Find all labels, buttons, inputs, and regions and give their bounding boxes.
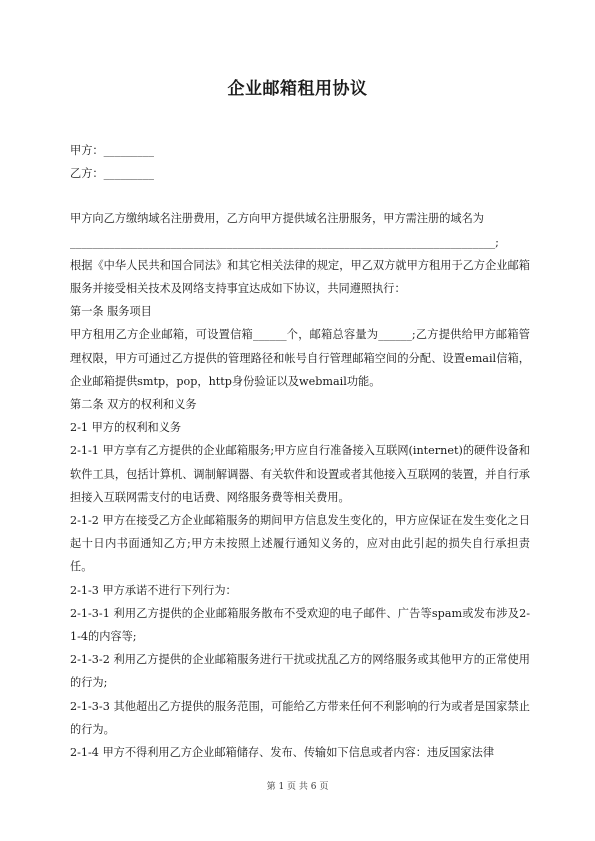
page-footer: 第 1 页 共 6 页	[266, 782, 329, 792]
clause-2-1-3-3: 2-1-3-3 其他超出乙方提供的服务范围，可能给乙方带来任何不利影响的行为或者是国家禁止的行为。	[70, 699, 530, 736]
article-2-heading: 第二条 双方的权利和义务	[70, 398, 197, 412]
section-2-1-heading: 2-1 甲方的权利和义务	[70, 421, 182, 435]
document-body	[70, 139, 530, 764]
clause-2-1-2: 2-1-2 甲方在接受乙方企业邮箱服务的期间甲方信息发生变化的，甲方应保证在发生变化之日起十日内书面通知乙方;甲方未按照上述履行通知义务的，应对由此引起的损失自行承担责任。	[70, 514, 530, 574]
clause-2-1-4: 2-1-4 甲方不得利用乙方企业邮箱储存、发布、传输如下信息或者内容：违反国家法律	[70, 746, 495, 760]
party-b-line: 乙方：_________	[70, 167, 154, 181]
article-1-text: 甲方租用乙方企业邮箱，可设置信箱______个，邮箱总容量为______;乙方提供给甲方邮箱管理权限，甲方可通过乙方提供的管理路径和帐号自行管理邮箱空间的分配、设置email信箱，企业邮箱提供smtp，pop，http身份验证以及webmail功能。	[70, 328, 530, 388]
paragraph-legal-basis: 根据《中华人民共和国合同法》和其它相关法律的规定，甲乙双方就甲方租用于乙方企业邮箱服务并接受相关技术及网络支持事宜达成如下协议，共同遵照执行：	[70, 258, 530, 296]
clause-2-1-1: 2-1-1 甲方享有乙方提供的企业邮箱服务;甲方应自行准备接入互联网(internet)的硬件设备和软件工具，包括计算机、调制解调器、有关软件和设置或者其他接入互联网的装置，并自行承担接入互联网需支付的电话费、网络服务费等相关费用。	[70, 444, 530, 504]
document-title: 企业邮箱租用协议	[227, 79, 368, 99]
party-a-line: 甲方：_________	[70, 144, 154, 157]
paragraph-domain-intro: 甲方向乙方缴纳域名注册费用，乙方向甲方提供域名注册服务，甲方需注册的域名为	[70, 212, 484, 226]
clause-2-1-3: 2-1-3 甲方承诺不进行下列行为：	[70, 583, 237, 597]
article-1-heading: 第一条 服务项目	[70, 305, 152, 319]
clause-2-1-3-2: 2-1-3-2 利用乙方提供的企业邮箱服务进行干扰或扰乱乙方的网络服务或其他甲方的正常使用的行为;	[70, 653, 530, 690]
clause-2-1-3-1: 2-1-3-1 利用乙方提供的企业邮箱服务散布不受欢迎的电子邮件、广告等spam或发布涉及2-1-4的内容等;	[70, 606, 530, 644]
paragraph-domain-blank: ____________________________________________________________________________;	[70, 235, 499, 249]
